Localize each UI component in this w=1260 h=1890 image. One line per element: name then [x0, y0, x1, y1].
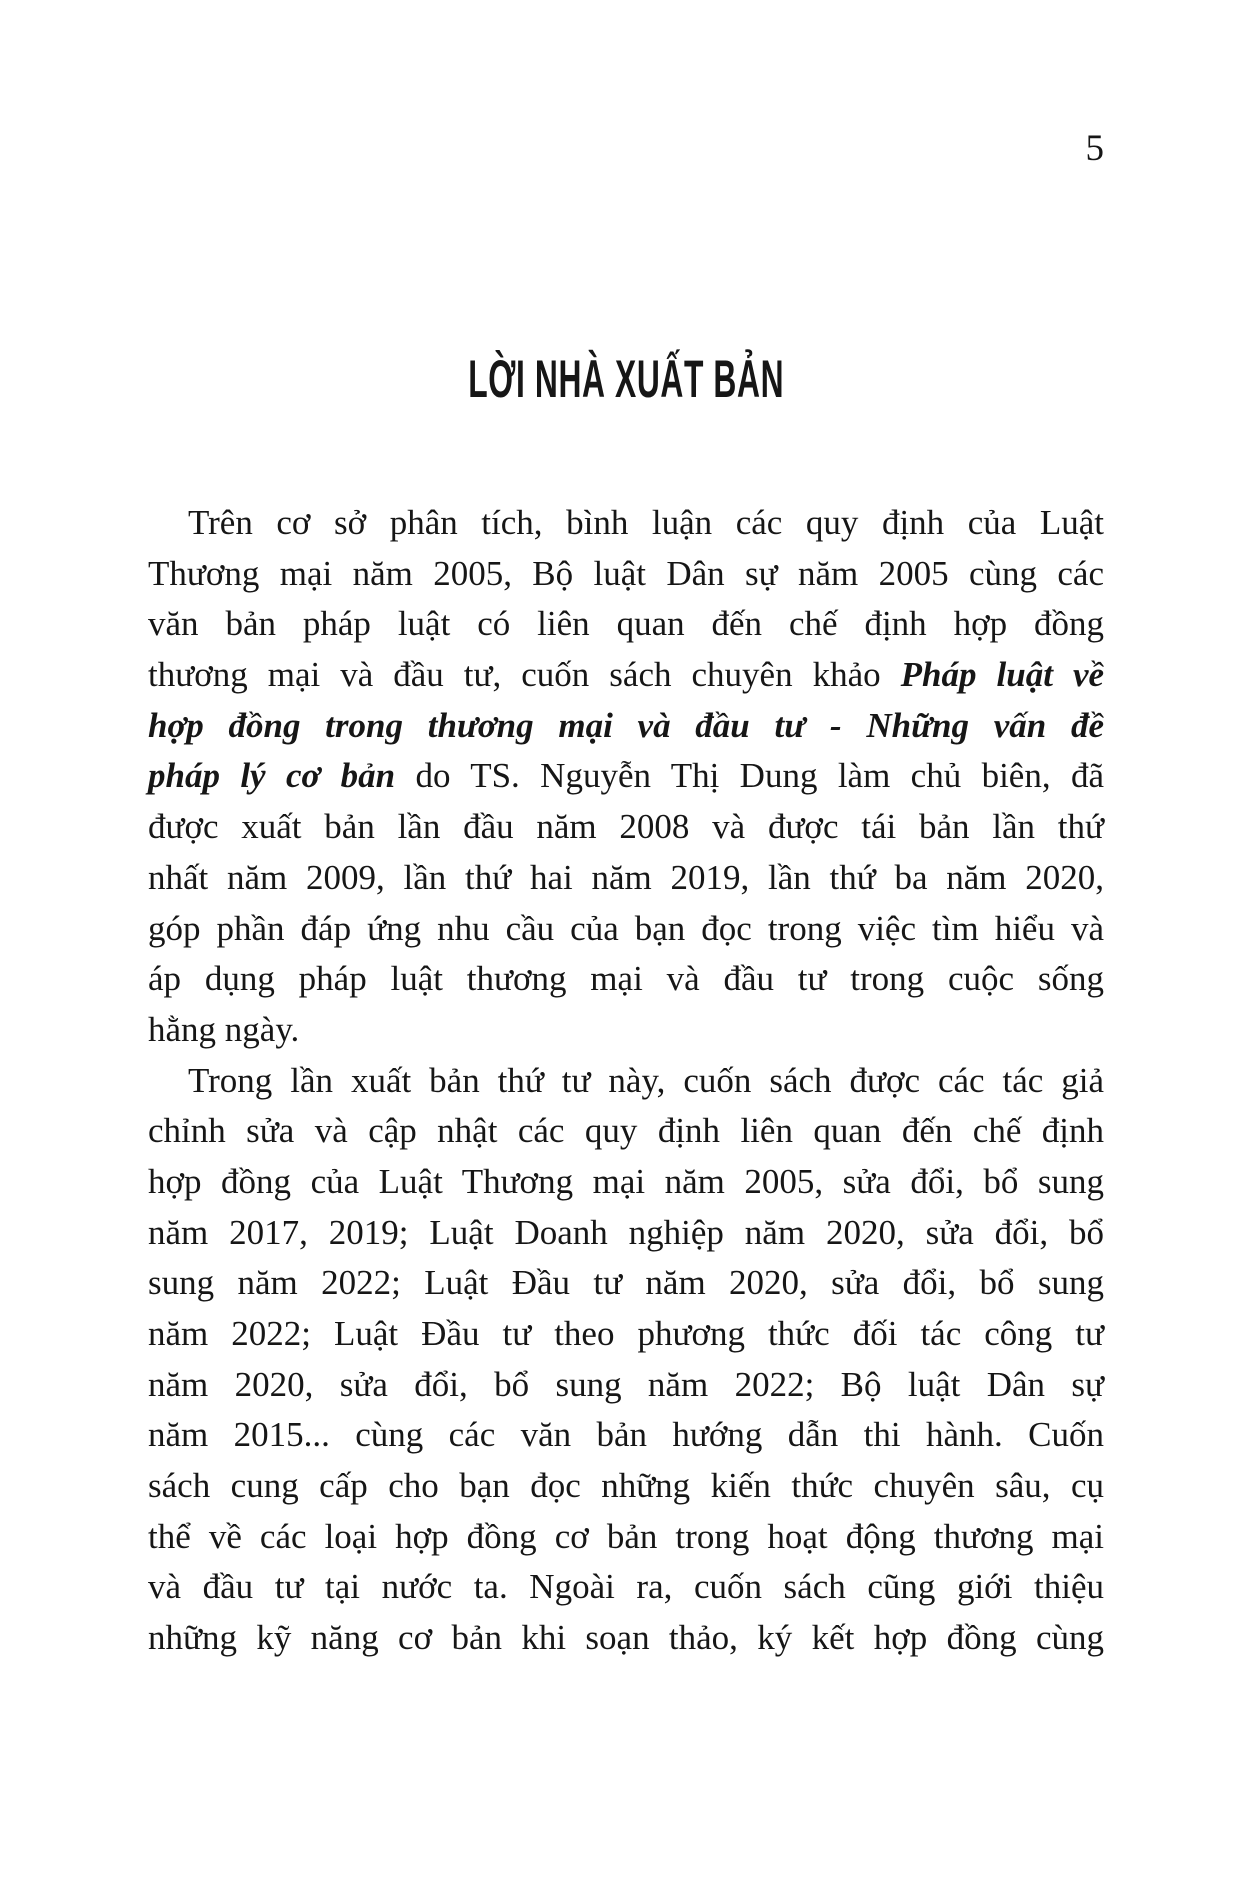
paragraph-line: và đầu tư tại nước ta. Ngoài ra, cuốn sách cũng giới thiệu	[148, 1567, 1104, 1607]
paragraph-line: được xuất bản lần đầu năm 2008 và được tái bản lần thứ	[148, 807, 1104, 847]
paragraph-line: áp dụng pháp luật thương mại và đầu tư trong cuộc sống	[148, 959, 1104, 999]
paragraph-line: sách cung cấp cho bạn đọc những kiến thức chuyên sâu, cụ	[148, 1466, 1104, 1506]
paragraph-line: năm 2017, 2019; Luật Doanh nghiệp năm 2020, sửa đổi, bổ	[148, 1212, 1104, 1252]
book-title-run: pháp lý cơ bản	[148, 756, 396, 796]
paragraph-line: Trên cơ sở phân tích, bình luận các quy định của Luật	[188, 503, 1104, 542]
section-heading	[148, 350, 1104, 423]
paragraph-line: thể về các loại hợp đồng cơ bản trong hoạt động thương mại	[148, 1516, 1104, 1556]
paragraph-line: nhất năm 2009, lần thứ hai năm 2019, lần thứ ba năm 2020,	[148, 857, 1104, 897]
section-heading-text: LỜI NHÀ XUẤT BẢN	[468, 350, 784, 409]
text-run: thương mại và đầu tư, cuốn sách chuyên khảo	[148, 655, 901, 695]
paragraph-line: hợp đồng của Luật Thương mại năm 2005, sửa đổi, bổ sung	[148, 1161, 1104, 1201]
paragraph-line: sung năm 2022; Luật Đầu tư năm 2020, sửa đổi, bổ sung	[148, 1263, 1104, 1303]
paragraph-line: Trong lần xuất bản thứ tư này, cuốn sách được các tác giả	[188, 1060, 1104, 1100]
paragraph-line: chỉnh sửa và cập nhật các quy định liên quan đến chế định	[148, 1111, 1104, 1151]
paragraph-line	[148, 751, 1104, 802]
body-text	[148, 498, 1104, 1664]
paragraph-line: năm 2022; Luật Đầu tư theo phương thức đối tác công tư	[148, 1314, 1104, 1353]
page-number: 5	[1085, 128, 1104, 169]
paragraph-line: văn bản pháp luật có liên quan đến chế định hợp đồng	[148, 604, 1104, 644]
paragraph-line: năm 2015... cùng các văn bản hướng dẫn thi hành. Cuốn	[148, 1415, 1104, 1455]
text-run: do TS. Nguyễn Thị Dung làm chủ biên, đã	[395, 756, 1104, 796]
paragraph-line: năm 2020, sửa đổi, bổ sung năm 2022; Bộ luật Dân sự	[148, 1364, 1104, 1404]
book-title-run: Pháp luật về	[900, 655, 1105, 695]
paragraph-line: hằng ngày.	[148, 1009, 300, 1049]
paragraph-line: những kỹ năng cơ bản khi soạn thảo, ký kết hợp đồng cùng	[148, 1618, 1104, 1658]
paragraph-line: Thương mại năm 2005, Bộ luật Dân sự năm 2005 cùng các	[148, 553, 1104, 593]
book-title-run: hợp đồng trong thương mại và đầu tư - Những vấn đề	[148, 705, 1104, 745]
paragraph-line: góp phần đáp ứng nhu cầu của bạn đọc trong việc tìm hiểu và	[148, 908, 1104, 948]
paragraph-line	[148, 650, 1104, 701]
